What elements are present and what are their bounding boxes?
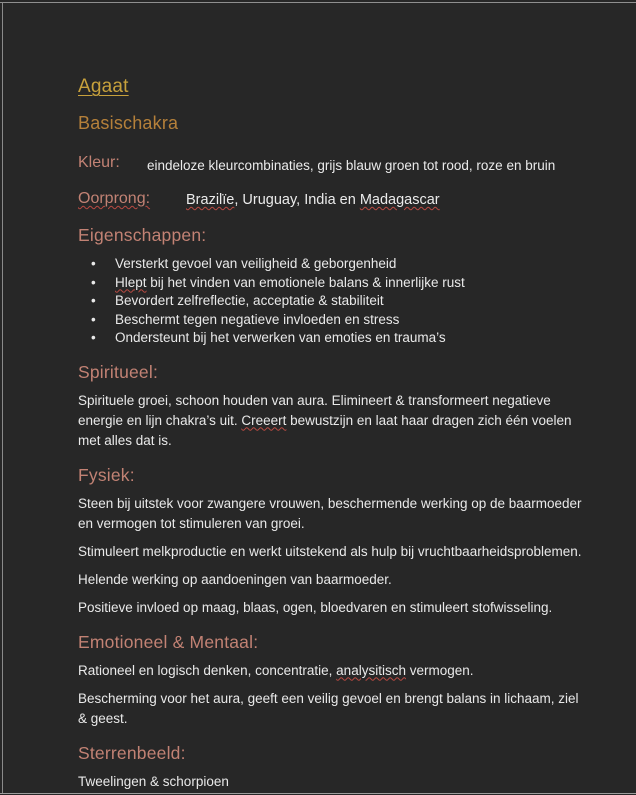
misspelled-word: Creeert — [241, 412, 287, 428]
section-heading-fysiek: Fysiek: — [78, 464, 135, 485]
eigenschappen-list — [78, 255, 586, 348]
section-heading-eigenschappen: Eigenschappen: — [78, 225, 207, 245]
section-heading-spiritueel: Spiritueel: — [78, 361, 159, 382]
fysiek-paragraph-3: Helende werking op aandoeningen van baarmoeder. — [78, 571, 392, 587]
fysiek-paragraph-1: Steen bij uitstek voor zwangere vrouwen, beschermende werking op de baarmoeder en vermogen tot stimuleren van groei. — [78, 495, 582, 531]
kleur-row — [78, 152, 586, 176]
list-item-text: bij het vinden van emotionele balans & innerlijke rust — [146, 274, 465, 290]
spiritueel-paragraph — [78, 391, 586, 451]
emotioneel-text-2: vermogen. — [405, 662, 474, 678]
spiritueel-text-2: bewustzijn en laat haar dragen zich één voelen met alles dat is. — [78, 412, 572, 448]
page-border-left — [2, 2, 3, 794]
kleur-value: eindeloze kleurcombinaties, grijs blauw groen tot rood, roze en bruin — [147, 158, 556, 173]
list-item — [78, 274, 586, 293]
page-border-top — [0, 2, 636, 3]
section-heading-emotioneel: Emotioneel & Mentaal: — [78, 631, 259, 652]
document-content — [78, 76, 586, 792]
oorsprong-row — [78, 188, 586, 211]
oorsprong-value — [186, 188, 440, 211]
emotioneel-text-1: Rationeel en logisch denken, concentratie, — [78, 662, 337, 678]
oorsprong-country-madagascar: Madagascar — [359, 192, 440, 208]
misspelled-word: analysitisch — [336, 662, 406, 678]
oorsprong-country-brazilie: Brazilïe — [186, 192, 235, 208]
oorsprong-countries-middle: , Uruguay, India en — [234, 192, 360, 208]
sterrenbeeld-value: Tweelingen & schorpioen — [78, 773, 229, 789]
list-item: • Bevordert zelfreflectie, acceptatie & stabiliteit — [78, 292, 586, 311]
doc-subtitle: Basischakra — [78, 113, 179, 133]
fysiek-paragraph-2: Stimuleert melkproductie en werkt uitstekend als hulp bij vruchtbaarheidsproblemen. — [78, 543, 582, 559]
section-heading-sterrenbeeld: Sterrenbeeld: — [78, 742, 186, 763]
oorsprong-label: Oorprong: — [78, 190, 151, 207]
misspelled-word: Hlept — [115, 274, 147, 290]
page-border-bottom — [0, 793, 636, 794]
list-item: • Beschermt tegen negatieve invloeden en stress — [78, 311, 586, 330]
emotioneel-paragraph-2: Bescherming voor het aura, geeft een veilig gevoel en brengt balans in lichaam, ziel & geest. — [78, 690, 579, 726]
spiritueel-text-1: Spirituele groei, schoon houden van aura. Elimineert & transformeert negatieve energie en lijn chakra’s uit. — [78, 392, 551, 428]
fysiek-paragraph-4: Positieve invloed op maag, blaas, ogen, bloedvaren en stimuleert stofwisseling. — [78, 599, 553, 615]
list-item: • Versterkt gevoel van veiligheid & geborgenheid — [78, 255, 586, 274]
list-item: • Ondersteunt bij het verwerken van emoties en trauma’s — [78, 329, 586, 348]
doc-title: Agaat — [78, 76, 129, 97]
emotioneel-paragraph-1 — [78, 661, 583, 681]
kleur-label: Kleur: — [78, 154, 120, 171]
